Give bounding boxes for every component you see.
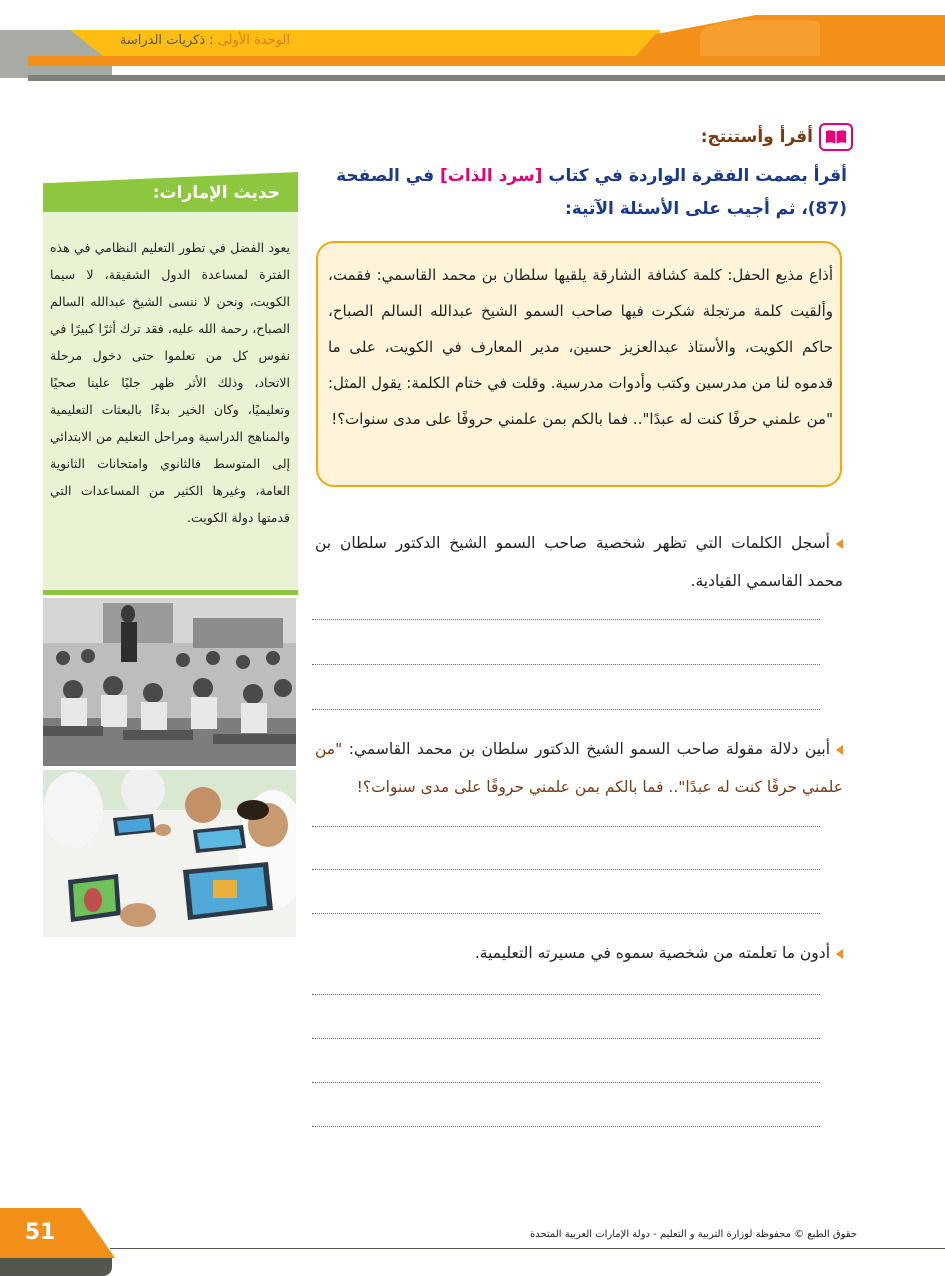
header-orange-bar (28, 56, 945, 66)
book-title: [سرد الذات] (440, 166, 543, 186)
footer-rule (110, 1248, 945, 1249)
answer-line[interactable] (312, 664, 820, 665)
classroom-photo-old (43, 598, 296, 766)
header-gray-line (28, 75, 945, 81)
running-header (120, 33, 290, 48)
answer-line[interactable] (312, 709, 820, 710)
answer-line[interactable] (312, 1038, 820, 1039)
page-number: 51 (24, 1220, 56, 1245)
sidebar-title: حديث الإمارات: (152, 183, 280, 203)
answer-line[interactable] (312, 826, 820, 827)
sidebar-body: يعود الفضل في تطور التعليم النظامي في هذه الفترة لمساعدة الدول الشقيقة، لا سيما الكويت، ونحن لا ننسى الشيخ عبدالله السالم الصباح، رحمة الله عليه، فقد ترك أثرًا كبيرًا في نفوس كل من تعلموا حتى دخول مرحلة الاتحاد، وذلك الأثر ظهر جليًا علينا صحيًا وتعليميًا، وكان الخير بدءًا بالبعثات التعليمية والمناهج الدراسية ومراحل التعليم من الابتدائي إلى المتوسط فالثانوي وامتحانات الثانوية العامة، وغيرها الكثير من المساعدات التي قدمتها دولة الكويت. (50, 240, 290, 525)
bullet-icon (836, 539, 843, 549)
open-book-icon (819, 123, 853, 151)
question-2 (315, 730, 843, 806)
header-separator: : (205, 33, 218, 48)
unit-label: الوحدة الأولى (217, 33, 290, 48)
answer-line[interactable] (312, 619, 820, 620)
sidebar-bottom-rule (43, 590, 298, 595)
question-3-text: أدون ما تعلمته من شخصية سموه في مسيرته التعليمية. (474, 944, 830, 962)
section-title: أقرأ وأستنتج: (700, 127, 813, 147)
footer-gray-tab (0, 1258, 112, 1276)
answer-line[interactable] (312, 994, 820, 995)
answer-line[interactable] (312, 869, 820, 870)
copyright-notice: حقوق الطبع © محفوظة لوزارة التربية و التعليم - دولة الإمارات العربية المتحدة (529, 1229, 857, 1240)
question-2-quote: "من علمني حرفًا كنت له عبدًا".. فما بالكم بمن علمني حروفًا على مدى سنوات؟! (315, 740, 843, 796)
instruction-part2: في الصفحة (87)، ثم أجيب على الأسئلة الآتية: (336, 166, 847, 219)
answer-line[interactable] (312, 913, 820, 914)
classroom-photo-tablets (43, 770, 296, 937)
bullet-icon (836, 949, 843, 959)
question-3 (315, 934, 843, 972)
question-2-text: أبين دلالة مقولة صاحب السمو الشيخ الدكتور سلطان بن محمد القاسمي: (342, 740, 830, 758)
lesson-label: ذكريات الدراسة (119, 33, 206, 48)
section-heading (701, 123, 853, 151)
answer-line[interactable] (312, 1126, 820, 1127)
question-1-text: أسجل الكلمات التي تظهر شخصية صاحب السمو الشيخ الدكتور سلطان بن محمد القاسمي القيادية. (315, 534, 843, 590)
bullet-icon (836, 745, 843, 755)
answer-line[interactable] (312, 1082, 820, 1083)
instruction-part1: أقرأ بصمت الفقرة الواردة في كتاب (542, 166, 847, 186)
question-1 (315, 524, 843, 600)
header-orange-highlight (700, 20, 820, 58)
instruction-text (307, 160, 847, 226)
quote-text: أذاع مذيع الحفل: كلمة كشافة الشارقة يلقيها سلطان بن محمد القاسمي: فقمت، وألقيت كلمة مرتجلة شكرت فيها صاحب السمو الشيخ عبدالله السالم الصباح، حاكم الكويت، والأستاذ عبدالعزيز حسين، مدير المعارف في الكويت، على ما قدموه لنا من مدرسين وكتب وأدوات مدرسية. وقلت في ختام الكلمة: يقول المثل: "من علمني حرفًا كنت له عبدًا".. فما بالكم بمن علمني حروفًا على مدى سنوات؟! (328, 266, 833, 428)
